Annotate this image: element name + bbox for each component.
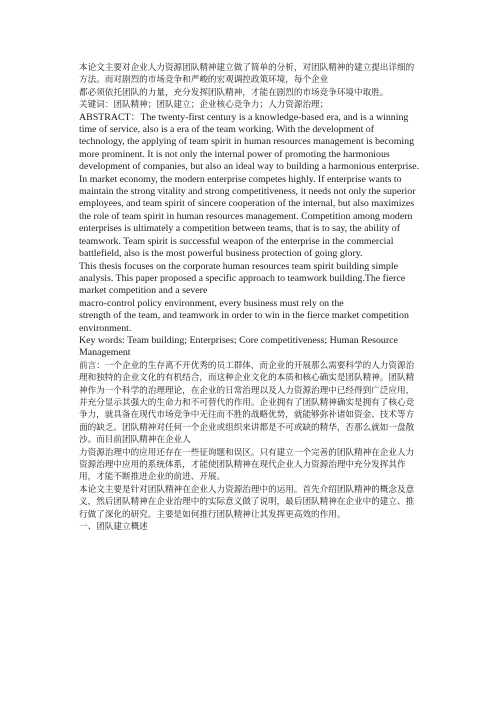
abstract-zh-paragraph-line1: 本论文主要对企业人力资源团队精神建立做了简单的分析，对团队精神的建立提出详细的方法。而对剧烈的市场竞争和严峻的宏观调控政策环境，每个企业 (79, 63, 415, 86)
abstract-zh-paragraph-line2: 都必须依托团队的力量，充分发挥团队精神，才能在剧烈的市场竞争环境中取胜。 (79, 87, 389, 98)
abstract-en-thesis-line3: strength of the team, and teamwork in order to win in the fierce market competition environment. (79, 310, 409, 334)
foreword-paragraph-part1: 前言：一个企业的生存离不开优秀的员工群体，而企业的开展那么需要科学的人力资源治理和独特的企业文化的有机结合，而这种企业文化的本质和核心确实是团队精神。团队精神作为一个科学的治理理论，在企业的日常治理以及人力资源治理中已经得到广泛应用，并充分显示其强大的生命力和不可替代的作用。企业拥有了团队精神确实是拥有了核心竞争力，就具备在现代市场竞争中无往而不胜的战略优势，就能够弥补诸如资金、技术等方面的缺乏。团队精神对任何一个企业或组织来讲都是不可或缺的精华，否那么就如一盘散沙。而目前团队精神在企业人 (79, 360, 415, 446)
abstract-en-thesis-line2: macro-control policy environment, every business must rely on the (79, 297, 344, 309)
keywords-zh: 关键词：团队精神；团队建立；企业核心竞争力；人力资源治理； (79, 100, 329, 111)
foreword-paragraph-part2: 力资源治理中的应用还存在一些征询题和误区。只有建立一个完善的团队精神在企业人力资源治理中应用的系统体系，才能使团队精神在现代企业人力资源治理中充分发挥其作用，才能不断推进企业的前进、开展。 (79, 447, 415, 483)
keywords-en: Key words: Team building; Enterprises; Core competitiveness; Human Resource Management (79, 334, 398, 359)
document-page (79, 62, 420, 533)
abstract-en-thesis-line1: This thesis focuses on the corporate human resources team spirit building simple analysis. This paper proposed a specific approach to teamwork building.The fierce market competition and a severe (79, 260, 406, 297)
introduction-paragraph: 本论文主要是针对团队精神在企业人力资源治理中的运用。首先介绍团队精神的概念及意义，然后团队精神在企业治理中的实际意义做了说明，最后团队精神在企业中的建立、推行做了深化的研究。主要是如何推行团队精神让其发挥更高效的作用。 (79, 484, 415, 520)
section-1-heading: 一、团队建立概述 (79, 522, 148, 533)
abstract-en-paragraph: ABSTRACT：The twenty-first century is a knowledge-based era, and is a winning time of service, also is a era of the team working. With the development of technology, the applying of team spirit in human resources management is becoming more prominent. It is not only the internal power of promoting the harmonious development of companies, but also an ideal way to building a harmonious enterprise. In market economy, the modern enterprise competes highly. If enterprise wants to maintain the strong vitality and strong competitiveness, it needs not only the superior employees, and team spirit of sincere cooperation of the internal, but also maximizes the role of team spirit in human resources management. Competition among modern enterprises is ultimately a competition between teams, that is to say, the ability of teamwork. Team spirit is successful weapon of the enterprise in the commercial battlefield, also is the most powerful business protection of going glory. (79, 111, 420, 260)
